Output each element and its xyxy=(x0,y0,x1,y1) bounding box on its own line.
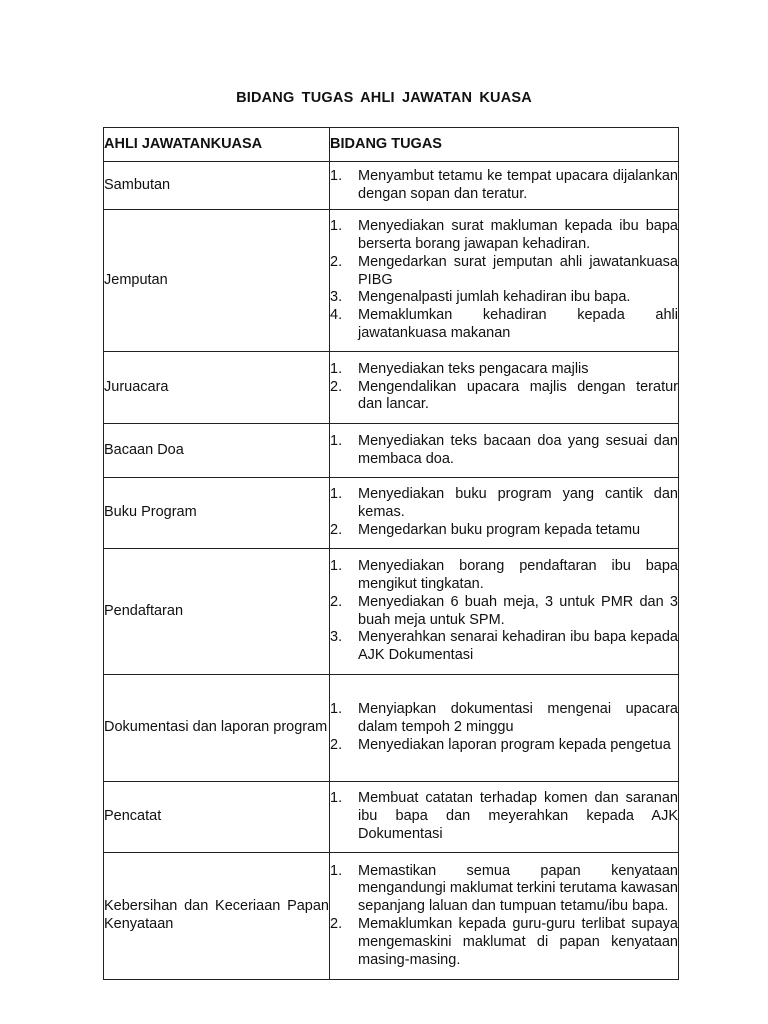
list-item: 2. Mengendalikan upacara majlis dengan teratur dan lancar. xyxy=(330,378,678,413)
duties-cell xyxy=(330,853,679,980)
duties-cell xyxy=(330,162,679,210)
duty-text: Menyediakan buku program yang cantik dan kemas. xyxy=(358,486,678,521)
duty-text: Membuat catatan terhadap komen dan saranan ibu bapa dan meyerahkan kepada AJK Dokumentasi xyxy=(358,790,678,842)
list-item: 2. Memaklumkan kepada guru-guru terlibat supaya mengemaskini maklumat di papan kenyataan masing-masing. xyxy=(330,916,678,968)
list-item: 2. Mengedarkan surat jemputan ahli jawatankuasa PIBG xyxy=(330,253,678,288)
duty-text: Menyediakan teks pengacara majlis xyxy=(358,360,589,377)
duty-text: Memaklumkan kehadiran kepada ahli jawatankuasa makanan xyxy=(358,307,678,341)
table-row xyxy=(104,424,679,478)
duties-cell xyxy=(330,210,679,352)
committee-cell: Juruacara xyxy=(104,352,330,424)
table-row xyxy=(104,853,679,980)
duty-text: Menyerahkan senarai kehadiran ibu bapa kepada AJK Dokumentasi xyxy=(358,629,678,664)
duty-list xyxy=(330,218,678,343)
committee-cell: Pencatat xyxy=(104,782,330,853)
duty-list xyxy=(330,558,678,665)
duty-text: Menyiapkan dokumentasi mengenai upacara dalam tempoh 2 minggu xyxy=(358,701,678,736)
duty-text: Menyediakan borang pendaftaran ibu bapa mengikut tingkatan. xyxy=(358,558,678,592)
table-row xyxy=(104,352,679,424)
list-item: 1. Menyiapkan dokumentasi mengenai upacara dalam tempoh 2 minggu xyxy=(330,701,678,736)
committee-cell: Dokumentasi dan laporan program xyxy=(104,675,330,782)
duty-text: Mengendalikan upacara majlis dengan teratur dan lancar. xyxy=(358,378,678,413)
duty-text: Mengedarkan surat jemputan ahli jawatankuasa PIBG xyxy=(358,253,678,288)
duties-cell xyxy=(330,352,679,424)
committee-cell: Buku Program xyxy=(104,478,330,549)
table-row xyxy=(104,675,679,782)
list-item: 1. Membuat catatan terhadap komen dan saranan ibu bapa dan meyerahkan kepada AJK Dokumentasi xyxy=(330,790,678,842)
duty-text: Menyediakan teks bacaan doa yang sesuai dan membaca doa. xyxy=(358,432,678,467)
list-item: 1. Menyediakan borang pendaftaran ibu bapa mengikut tingkatan. xyxy=(330,558,678,592)
duty-text: Menyediakan surat makluman kepada ibu bapa berserta borang jawapan kehadiran. xyxy=(358,218,678,252)
duty-text: Memaklumkan kepada guru-guru terlibat supaya mengemaskini maklumat di papan kenyataan masing-masing. xyxy=(358,916,678,968)
duties-cell xyxy=(330,675,679,782)
duties-cell xyxy=(330,478,679,549)
duty-text: Memastikan semua papan kenyataan mengandungi maklumat terkini terutama kawasan sepanjang laluan dan tumpuan tetamu/ibu bapa. xyxy=(358,862,678,915)
duty-list xyxy=(330,701,678,754)
duty-list xyxy=(330,361,678,414)
table-header-row xyxy=(104,128,679,162)
header-committee: AHLI JAWATANKUASA xyxy=(104,128,330,162)
duty-list xyxy=(330,486,678,539)
committee-cell: Bacaan Doa xyxy=(104,424,330,478)
duty-text: Mengenalpasti jumlah kehadiran ibu bapa. xyxy=(358,289,631,306)
table-row xyxy=(104,210,679,352)
page-title: BIDANG TUGAS AHLI JAWATAN KUASA xyxy=(236,90,532,106)
table-row xyxy=(104,782,679,853)
list-item: 1. Memastikan semua papan kenyataan mengandungi maklumat terkini terutama kawasan sepanjang laluan dan tumpuan tetamu/ibu bapa. xyxy=(330,862,678,915)
committee-cell: Jemputan xyxy=(104,210,330,352)
list-item: 2. Menyediakan laporan program kepada pengetua xyxy=(330,736,671,753)
committee-cell: Pendaftaran xyxy=(104,549,330,675)
table-row xyxy=(104,162,679,210)
duty-text: Menyambut tetamu ke tempat upacara dijalankan dengan sopan dan teratur. xyxy=(358,167,678,202)
committee-cell: Sambutan xyxy=(104,162,330,210)
list-item: 1. Menyediakan surat makluman kepada ibu bapa berserta borang jawapan kehadiran. xyxy=(330,218,678,252)
list-item: 1. Menyambut tetamu ke tempat upacara dijalankan dengan sopan dan teratur. xyxy=(330,167,678,202)
duty-text: Menyediakan 6 buah meja, 3 untuk PMR dan 3 buah meja untuk SPM. xyxy=(358,593,678,628)
list-item: 2. Menyediakan 6 buah meja, 3 untuk PMR dan 3 buah meja untuk SPM. xyxy=(330,593,678,628)
duties-cell xyxy=(330,549,679,675)
list-item: 1. Menyediakan buku program yang cantik dan kemas. xyxy=(330,486,678,521)
table-row xyxy=(104,478,679,549)
list-item: 2. Mengedarkan buku program kepada tetamu xyxy=(330,521,641,538)
duty-list xyxy=(330,863,678,970)
duty-text: Menyediakan laporan program kepada pengetua xyxy=(358,736,671,753)
duty-list xyxy=(330,433,678,469)
list-item: 1. Menyediakan teks bacaan doa yang sesuai dan membaca doa. xyxy=(330,432,678,467)
list-item: 4. Memaklumkan kehadiran kepada ahli jawatankuasa makanan xyxy=(330,307,678,341)
committee-duty-table xyxy=(103,127,679,980)
table-row xyxy=(104,549,679,675)
committee-cell: Kebersihan dan Keceriaan Papan Kenyataan xyxy=(104,853,330,980)
list-item: 3. Mengenalpasti jumlah kehadiran ibu bapa. xyxy=(330,289,631,306)
duties-cell xyxy=(330,782,679,853)
list-item: 3. Menyerahkan senarai kehadiran ibu bapa kepada AJK Dokumentasi xyxy=(330,629,678,664)
duty-text: Mengedarkan buku program kepada tetamu xyxy=(358,521,641,538)
header-duties: BIDANG TUGAS xyxy=(330,128,679,162)
list-item: 1. Menyediakan teks pengacara majlis xyxy=(330,360,589,377)
duty-list xyxy=(330,790,678,843)
duties-cell xyxy=(330,424,679,478)
duty-list xyxy=(330,168,678,204)
